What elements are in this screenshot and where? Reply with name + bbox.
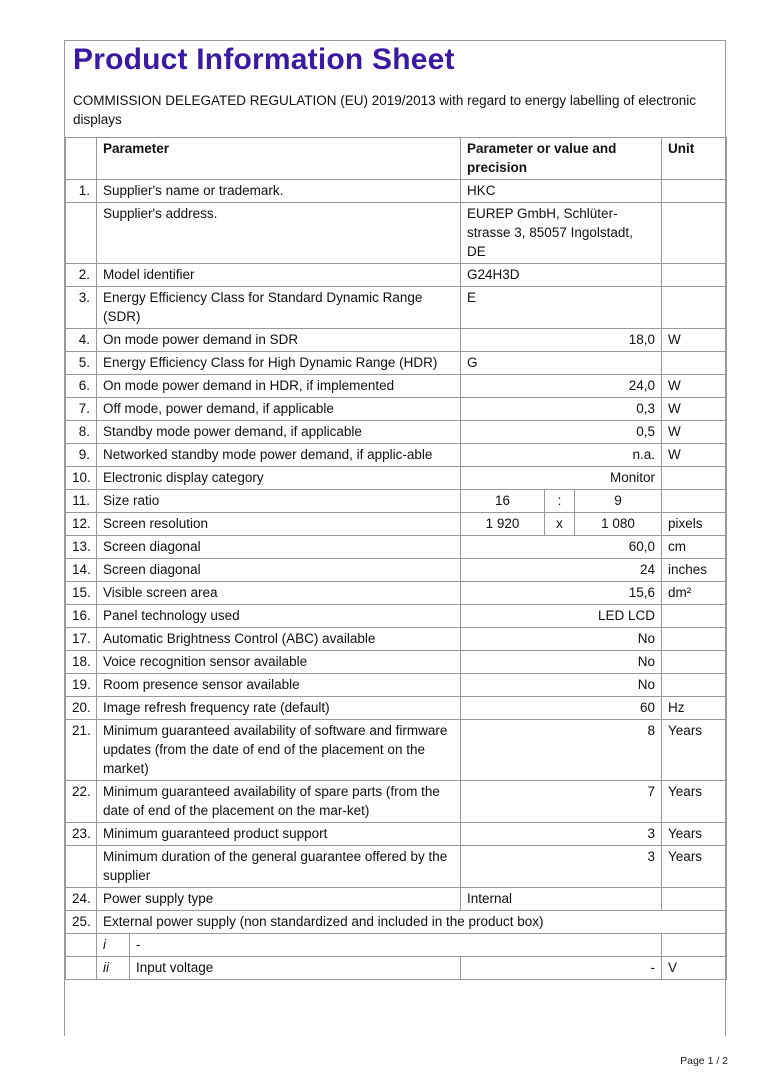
table-row — [66, 180, 727, 203]
row-unit — [662, 628, 727, 651]
row-parameter: Voice recognition sensor available — [97, 651, 461, 674]
ratio-width: 16 — [461, 490, 545, 513]
table-row — [66, 628, 727, 651]
page-number: Page 1 / 2 — [680, 1055, 728, 1067]
ratio-separator: : — [545, 490, 575, 513]
row-unit — [662, 467, 727, 490]
row-value: Monitor — [461, 467, 662, 490]
row-unit: Years — [662, 823, 727, 846]
row-value: E — [461, 287, 662, 329]
row-value: 3 — [461, 823, 662, 846]
row-unit: pixels — [662, 513, 727, 536]
table-row — [66, 444, 727, 467]
row-parameter: Energy Efficiency Class for Standard Dynamic Range (SDR) — [97, 287, 461, 329]
row-parameter: Supplier's name or trademark. — [97, 180, 461, 203]
row-number: 11. — [66, 490, 97, 513]
row-value: G — [461, 352, 662, 375]
table-row — [66, 490, 727, 513]
row-number: 25. — [66, 911, 97, 934]
row-value: 60,0 — [461, 536, 662, 559]
row-number: 7. — [66, 398, 97, 421]
row-unit — [662, 934, 727, 957]
row-parameter: Screen diagonal — [97, 559, 461, 582]
parameter-table — [65, 137, 727, 980]
row-number — [66, 203, 97, 264]
table-row — [66, 513, 727, 536]
row-parameter: External power supply (non standardized and included in the product box) — [97, 911, 727, 934]
row-unit: Hz — [662, 697, 727, 720]
row-value: No — [461, 628, 662, 651]
row-parameter: Minimum guaranteed availability of spare parts (from the date of end of the placement on the mar-ket) — [97, 781, 461, 823]
header-unit: Unit — [662, 138, 727, 180]
sub-row-label: ii — [97, 957, 130, 980]
row-number: 23. — [66, 823, 97, 846]
table-row — [66, 605, 727, 628]
row-value: 3 — [461, 846, 662, 888]
row-value: 15,6 — [461, 582, 662, 605]
row-value: 18,0 — [461, 329, 662, 352]
row-number: 19. — [66, 674, 97, 697]
row-unit: inches — [662, 559, 727, 582]
table-row — [66, 375, 727, 398]
row-unit — [662, 264, 727, 287]
row-parameter: Screen diagonal — [97, 536, 461, 559]
row-value: - — [461, 957, 662, 980]
row-parameter: - — [130, 934, 662, 957]
row-number: 12. — [66, 513, 97, 536]
row-value: 60 — [461, 697, 662, 720]
regulation-subtitle: COMMISSION DELEGATED REGULATION (EU) 2019/2013 with regard to energy labelling of electronic displays — [73, 93, 696, 127]
row-number: 8. — [66, 421, 97, 444]
row-number — [66, 934, 97, 957]
row-value: 8 — [461, 720, 662, 781]
ratio-height: 9 — [575, 490, 662, 513]
row-unit: cm — [662, 536, 727, 559]
row-unit — [662, 287, 727, 329]
header-no — [66, 138, 97, 180]
row-unit — [662, 490, 727, 513]
row-parameter: Screen resolution — [97, 513, 461, 536]
row-number: 6. — [66, 375, 97, 398]
table-row — [66, 203, 727, 264]
row-parameter: Electronic display category — [97, 467, 461, 490]
table-row — [66, 352, 727, 375]
row-number: 18. — [66, 651, 97, 674]
row-number: 10. — [66, 467, 97, 490]
table-row — [66, 329, 727, 352]
product-information-sheet — [64, 40, 726, 1036]
row-number — [66, 957, 97, 980]
row-parameter: Room presence sensor available — [97, 674, 461, 697]
table-header-row — [66, 138, 727, 180]
row-value: 24 — [461, 559, 662, 582]
table-row — [66, 674, 727, 697]
table-row — [66, 823, 727, 846]
row-number: 14. — [66, 559, 97, 582]
table-row — [66, 697, 727, 720]
row-number: 17. — [66, 628, 97, 651]
row-unit — [662, 352, 727, 375]
row-number: 5. — [66, 352, 97, 375]
row-number: 24. — [66, 888, 97, 911]
table-row — [66, 934, 727, 957]
row-number: 20. — [66, 697, 97, 720]
row-unit: W — [662, 444, 727, 467]
resolution-separator: x — [545, 513, 575, 536]
row-value: 7 — [461, 781, 662, 823]
row-unit — [662, 888, 727, 911]
table-row — [66, 846, 727, 888]
row-parameter: Supplier's address. — [97, 203, 461, 264]
row-parameter: Model identifier — [97, 264, 461, 287]
row-unit — [662, 605, 727, 628]
table-row — [66, 888, 727, 911]
row-number: 1. — [66, 180, 97, 203]
row-number: 21. — [66, 720, 97, 781]
row-unit: Years — [662, 846, 727, 888]
row-number: 15. — [66, 582, 97, 605]
row-value: G24H3D — [461, 264, 662, 287]
row-parameter: Minimum guaranteed availability of software and firmware updates (from the date of end of the placement on the market) — [97, 720, 461, 781]
row-value: 24,0 — [461, 375, 662, 398]
row-unit: W — [662, 375, 727, 398]
header-value: Parameter or value and precision — [461, 138, 662, 180]
row-unit: W — [662, 421, 727, 444]
row-value: Internal — [461, 888, 662, 911]
sub-row-label: i — [97, 934, 130, 957]
row-number — [66, 846, 97, 888]
row-number: 22. — [66, 781, 97, 823]
resolution-height: 1 080 — [575, 513, 662, 536]
row-parameter: Minimum guaranteed product support — [97, 823, 461, 846]
table-row — [66, 421, 727, 444]
row-unit: Years — [662, 781, 727, 823]
resolution-width: 1 920 — [461, 513, 545, 536]
row-parameter: Minimum duration of the general guarantee offered by the supplier — [97, 846, 461, 888]
row-parameter: Networked standby mode power demand, if applic-able — [97, 444, 461, 467]
row-parameter: Size ratio — [97, 490, 461, 513]
table-row — [66, 398, 727, 421]
table-row — [66, 651, 727, 674]
row-parameter: Standby mode power demand, if applicable — [97, 421, 461, 444]
row-parameter: Input voltage — [130, 957, 461, 980]
row-value: No — [461, 651, 662, 674]
row-parameter: On mode power demand in HDR, if implemented — [97, 375, 461, 398]
row-number: 13. — [66, 536, 97, 559]
row-number: 9. — [66, 444, 97, 467]
row-value: HKC — [461, 180, 662, 203]
table-row — [66, 781, 727, 823]
row-unit — [662, 203, 727, 264]
table-row — [66, 559, 727, 582]
row-parameter: Automatic Brightness Control (ABC) available — [97, 628, 461, 651]
table-row — [66, 536, 727, 559]
row-unit: V — [662, 957, 727, 980]
row-parameter: Power supply type — [97, 888, 461, 911]
row-value: LED LCD — [461, 605, 662, 628]
row-parameter: Off mode, power demand, if applicable — [97, 398, 461, 421]
row-parameter: Image refresh frequency rate (default) — [97, 697, 461, 720]
row-value: 0,5 — [461, 421, 662, 444]
row-unit — [662, 651, 727, 674]
row-unit: dm² — [662, 582, 727, 605]
row-number: 2. — [66, 264, 97, 287]
row-number: 3. — [66, 287, 97, 329]
table-row — [66, 582, 727, 605]
row-unit — [662, 180, 727, 203]
table-row — [66, 911, 727, 934]
row-value: 0,3 — [461, 398, 662, 421]
row-value: n.a. — [461, 444, 662, 467]
row-unit: W — [662, 398, 727, 421]
row-unit — [662, 674, 727, 697]
table-row — [66, 287, 727, 329]
row-parameter: Panel technology used — [97, 605, 461, 628]
table-row — [66, 264, 727, 287]
row-unit: Years — [662, 720, 727, 781]
table-row — [66, 957, 727, 980]
row-value: No — [461, 674, 662, 697]
row-number: 16. — [66, 605, 97, 628]
row-unit: W — [662, 329, 727, 352]
row-parameter: Energy Efficiency Class for High Dynamic Range (HDR) — [97, 352, 461, 375]
page-title: Product Information Sheet — [73, 43, 455, 76]
header-parameter: Parameter — [97, 138, 461, 180]
row-parameter: On mode power demand in SDR — [97, 329, 461, 352]
row-number: 4. — [66, 329, 97, 352]
table-row — [66, 467, 727, 490]
table-row — [66, 720, 727, 781]
row-parameter: Visible screen area — [97, 582, 461, 605]
row-value: EUREP GmbH, Schlüter-strasse 3, 85057 Ingolstadt, DE — [461, 203, 662, 264]
